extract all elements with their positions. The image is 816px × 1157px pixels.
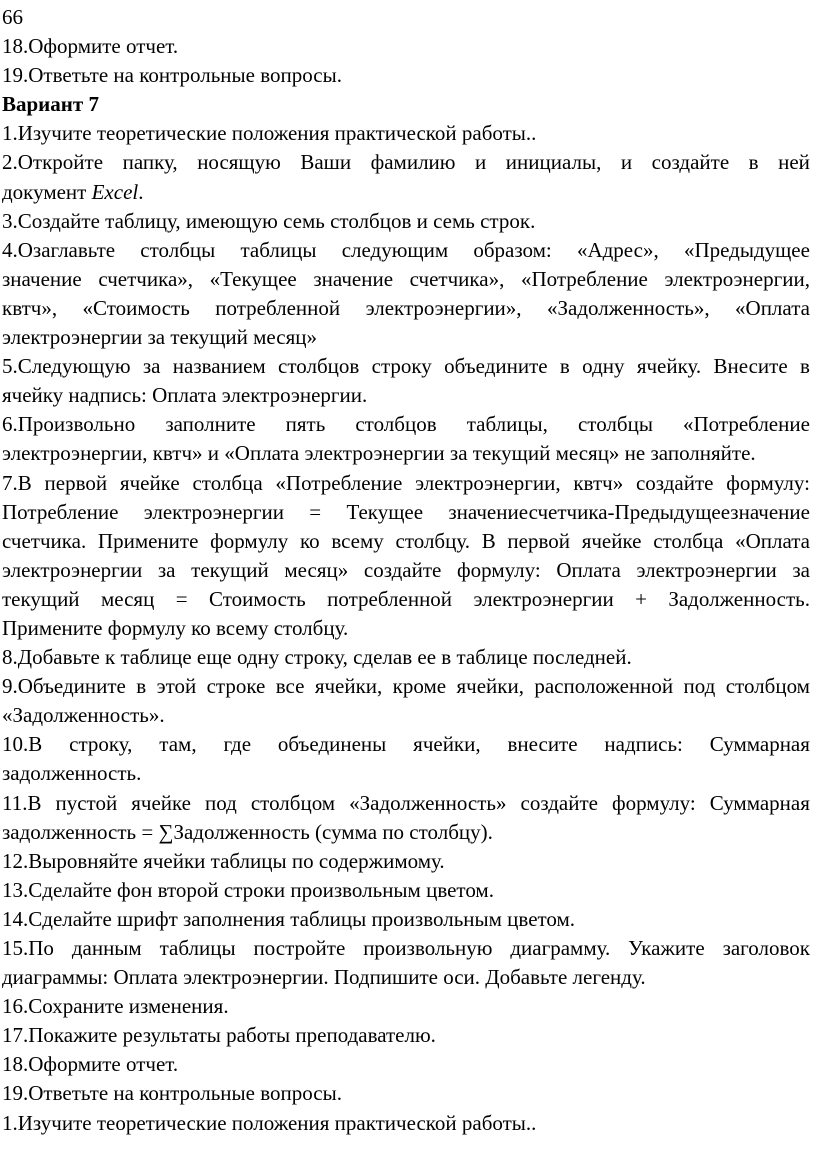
item-4-line-4: электроэнергии за текущий месяц» <box>2 325 317 350</box>
excel-term: Excel <box>91 179 139 204</box>
word: инициалы, <box>505 150 602 175</box>
word: значениесчетчика-Предыдущеезначение <box>448 499 810 524</box>
word: все <box>275 674 305 699</box>
word: создайте <box>651 150 730 175</box>
word: Текущее <box>346 499 424 524</box>
item-7-line-4 <box>2 556 810 585</box>
item-4-line-2 <box>2 265 810 294</box>
word: ячейке <box>119 470 180 495</box>
item-1: 1.Изучите теоретические положения практической работы.. <box>2 121 537 146</box>
word: в <box>748 150 759 175</box>
word: формулу: <box>457 557 541 582</box>
word: надпись: <box>604 732 683 757</box>
word: счетчика. <box>2 528 87 553</box>
word: пустой <box>55 790 118 815</box>
item-1-repeat: 1.Изучите теоретические положения практической работы.. <box>2 1110 537 1135</box>
word: в <box>799 354 810 379</box>
word: формулу <box>210 528 289 553</box>
word: в <box>559 354 570 379</box>
item-17: 17.Покажите результаты работы преподавателю. <box>2 1023 436 1048</box>
item-10-line-2: задолженность. <box>2 761 142 786</box>
word: одну <box>582 354 625 379</box>
word: текущий <box>2 586 80 611</box>
item-12: 12.Выровняйте ячейки таблицы по содержимому. <box>2 848 445 873</box>
item-6-line-1 <box>2 410 810 439</box>
item-2-line-1 <box>2 148 810 177</box>
word: таблицы <box>240 237 317 262</box>
word: образом: <box>473 237 552 262</box>
word: 5.Следующую <box>2 354 131 379</box>
word: = <box>175 586 188 611</box>
word: «Предыдущее <box>683 237 810 262</box>
item-6-line-2: электроэнергии, квтч» и «Оплата электроэнергии за текущий месяц» не заполняйте. <box>2 441 756 466</box>
word: электроэнергии», <box>365 295 522 320</box>
item-5-line-1 <box>2 352 810 381</box>
word: потребленной <box>327 586 453 611</box>
word: электроэнергии <box>143 499 284 524</box>
item-19-repeat: 19.Ответьте на контрольные вопросы. <box>2 1081 342 1106</box>
word: данным <box>71 936 142 960</box>
word: постройте <box>253 936 346 960</box>
word: «Оплата <box>735 295 810 320</box>
word: 6.Произвольно <box>2 412 136 437</box>
item-4-line-3 <box>2 294 810 323</box>
word: объединены <box>277 732 387 757</box>
word: строку, <box>69 732 133 757</box>
word: месяц» <box>284 557 349 582</box>
word: за <box>792 557 810 582</box>
word: диаграмму. <box>510 936 611 960</box>
item-7-line-2 <box>2 498 810 527</box>
word: таблицы <box>159 936 236 960</box>
word: Внесите <box>713 354 788 379</box>
word: «Стоимость <box>82 295 190 320</box>
word: «Потребление <box>275 470 403 495</box>
word: столбца <box>192 470 263 495</box>
word: ячейке <box>581 528 642 553</box>
word: электроэнергии, <box>664 266 810 291</box>
word: «Потребление <box>683 412 810 437</box>
word: Суммарная <box>709 790 810 815</box>
word: названием <box>172 354 266 379</box>
word: ней <box>778 150 810 175</box>
word: квтч» <box>573 470 624 495</box>
word: столбцов <box>355 412 437 437</box>
word: создайте <box>363 557 442 582</box>
word: ко <box>299 528 320 553</box>
word: столбца <box>653 528 724 553</box>
item-7-line-5 <box>2 585 810 614</box>
word: создайте <box>520 790 598 815</box>
word: под <box>205 790 237 815</box>
word: значение <box>2 266 82 291</box>
word: = <box>309 499 322 524</box>
word: «Задолженность», <box>546 295 710 320</box>
word: «Задолженность» <box>349 790 507 815</box>
word: квтч», <box>2 295 58 320</box>
word: кроме <box>392 674 447 699</box>
word: папку, <box>122 150 178 175</box>
word: Примените <box>97 528 199 553</box>
word: всему <box>331 528 384 553</box>
word: счетчика», <box>409 266 505 291</box>
word: создайте <box>635 470 714 495</box>
word: 9.Объедините <box>2 674 126 699</box>
word: «Оплата <box>735 528 810 553</box>
word: и <box>475 150 487 175</box>
item-7-line-1 <box>2 469 810 498</box>
item-5-line-2: ячейку надпись: Оплата электроэнергии. <box>2 383 368 408</box>
word: следующим <box>341 237 449 262</box>
word: Ваши <box>300 150 352 175</box>
word: строке <box>206 674 266 699</box>
word: где <box>223 732 252 757</box>
item-18-repeat: 18.Оформите отчет. <box>2 1052 179 1077</box>
word: произвольную <box>363 936 493 960</box>
word: 4.Озаглавьте <box>2 237 116 262</box>
word: объедините <box>444 354 548 379</box>
page-number: 66 <box>2 5 23 29</box>
word: + <box>635 586 647 611</box>
word: месяц <box>100 586 155 611</box>
item-7-line-6: Примените формулу ко всему столбцу. <box>2 615 349 640</box>
word: формулу: <box>726 470 810 495</box>
word: первой <box>44 470 108 495</box>
word: и <box>620 150 633 175</box>
word: расположенной <box>534 674 674 699</box>
item-10-line-1 <box>2 730 810 759</box>
item-9-line-2: «Задолженность». <box>2 703 165 728</box>
word: ячейки, <box>456 674 524 699</box>
word: электроэнергии <box>636 557 777 582</box>
word: там, <box>159 732 197 757</box>
word: заголовок <box>722 936 810 960</box>
word: внесите <box>507 732 578 757</box>
word: в <box>136 674 147 699</box>
word: текущий <box>191 557 269 582</box>
word: за <box>142 354 161 379</box>
item-18: 18.Оформите отчет. <box>2 34 179 59</box>
word: ячейки, <box>314 674 383 699</box>
word: ячейке <box>131 790 191 815</box>
word: фамилию <box>370 150 456 175</box>
word: 11.В <box>2 790 42 815</box>
item-15-line-2: диаграммы: Оплата электроэнергии. Подпишите оси. Добавьте легенду. <box>2 965 646 990</box>
item-15-line-1 <box>2 934 810 963</box>
word: «Адрес», <box>576 237 659 262</box>
word: столбцов <box>278 354 360 379</box>
word: счетчика», <box>98 266 194 291</box>
word: потребленной <box>215 295 341 320</box>
word: Укажите <box>628 936 705 960</box>
word: столбцу. <box>395 528 470 553</box>
word: под <box>683 674 716 699</box>
word: Задолженность. <box>668 586 810 611</box>
item-4-line-1 <box>2 236 810 265</box>
word: строку <box>371 354 432 379</box>
word: Потребление <box>2 499 119 524</box>
word: формулу: <box>612 790 696 815</box>
item-11-line-2: задолженность = ∑Задолженность (сумма по столбцу). <box>2 819 493 844</box>
item-11-line-1 <box>2 789 810 818</box>
item-7-line-3 <box>2 527 810 556</box>
item-2-period: . <box>138 179 144 204</box>
word: заполните <box>165 412 256 437</box>
word: значение <box>313 266 394 291</box>
word: 2.Откройте <box>2 150 104 175</box>
word: этой <box>156 674 197 699</box>
word: электроэнергии, <box>415 470 561 495</box>
word: «Потребление <box>520 266 648 291</box>
item-8: 8.Добавьте к таблице еще одну строку, сделав ее в таблице последней. <box>2 645 632 670</box>
item-2-text: документ <box>2 179 92 204</box>
item-9-line-1 <box>2 672 810 701</box>
item-19: 19.Ответьте на контрольные вопросы. <box>2 63 342 88</box>
word: пять <box>285 412 326 437</box>
item-14: 14.Сделайте шрифт заполнения таблицы произвольным цветом. <box>2 906 576 931</box>
variant-heading: Вариант 7 <box>2 92 99 117</box>
word: носящую <box>197 150 281 175</box>
item-13: 13.Сделайте фон второй строки произвольным цветом. <box>2 877 494 902</box>
word: Суммарная <box>709 732 810 757</box>
word: 10.В <box>2 732 43 757</box>
word: В <box>481 528 496 553</box>
word: столбцы <box>140 237 216 262</box>
item-16: 16.Сохраните изменения. <box>2 994 229 1019</box>
word: за <box>157 557 176 582</box>
item-2-line-2 <box>2 178 810 207</box>
word: электроэнергии <box>2 557 143 582</box>
word: 15.По <box>2 936 54 960</box>
word: 7.В <box>2 470 32 495</box>
word: Стоимость <box>208 586 306 611</box>
word: столбцы <box>577 412 653 437</box>
word: Оплата <box>556 557 621 582</box>
word: ячейки, <box>413 732 481 757</box>
word: столбцом <box>725 674 810 699</box>
word: первой <box>507 528 570 553</box>
word: таблицы, <box>466 412 548 437</box>
word: электроэнергии <box>473 586 614 611</box>
word: ячейку. <box>636 354 702 379</box>
item-3: 3.Создайте таблицу, имеющую семь столбцов и семь строк. <box>2 208 536 233</box>
word: столбцом <box>250 790 336 815</box>
word: «Текущее <box>209 266 297 291</box>
